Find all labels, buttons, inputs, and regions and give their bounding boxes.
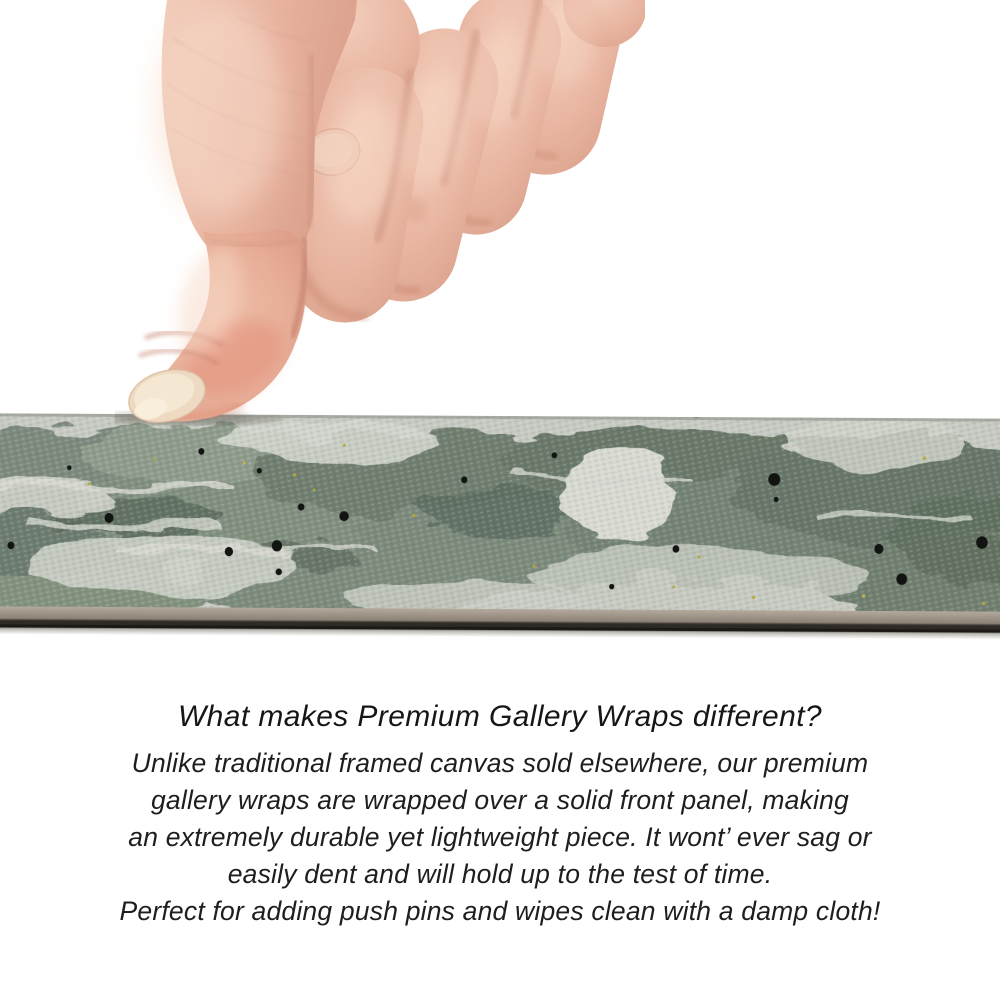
feature-text-block (0, 700, 1000, 930)
weave-texture (0, 413, 1000, 614)
canvas-edge-strip (0, 413, 1000, 644)
feature-line-5: Perfect for adding push pins and wipes clean with a damp cloth! (119, 896, 881, 926)
feature-line-3: an extremely durable yet lightweight piece. It wont’ ever sag or (128, 822, 872, 852)
feature-line-1: Unlike traditional framed canvas sold elsewhere, our premium (131, 748, 869, 778)
hand-pressing-canvas-illustration (115, 0, 645, 430)
feature-line-2: gallery wraps are wrapped over a solid front panel, making (150, 785, 849, 815)
canvas-texture (0, 413, 1000, 644)
feature-heading: What makes Premium Gallery Wraps different? (177, 700, 823, 733)
feature-line-4: easily dent and will hold up to the test of time. (227, 859, 773, 889)
